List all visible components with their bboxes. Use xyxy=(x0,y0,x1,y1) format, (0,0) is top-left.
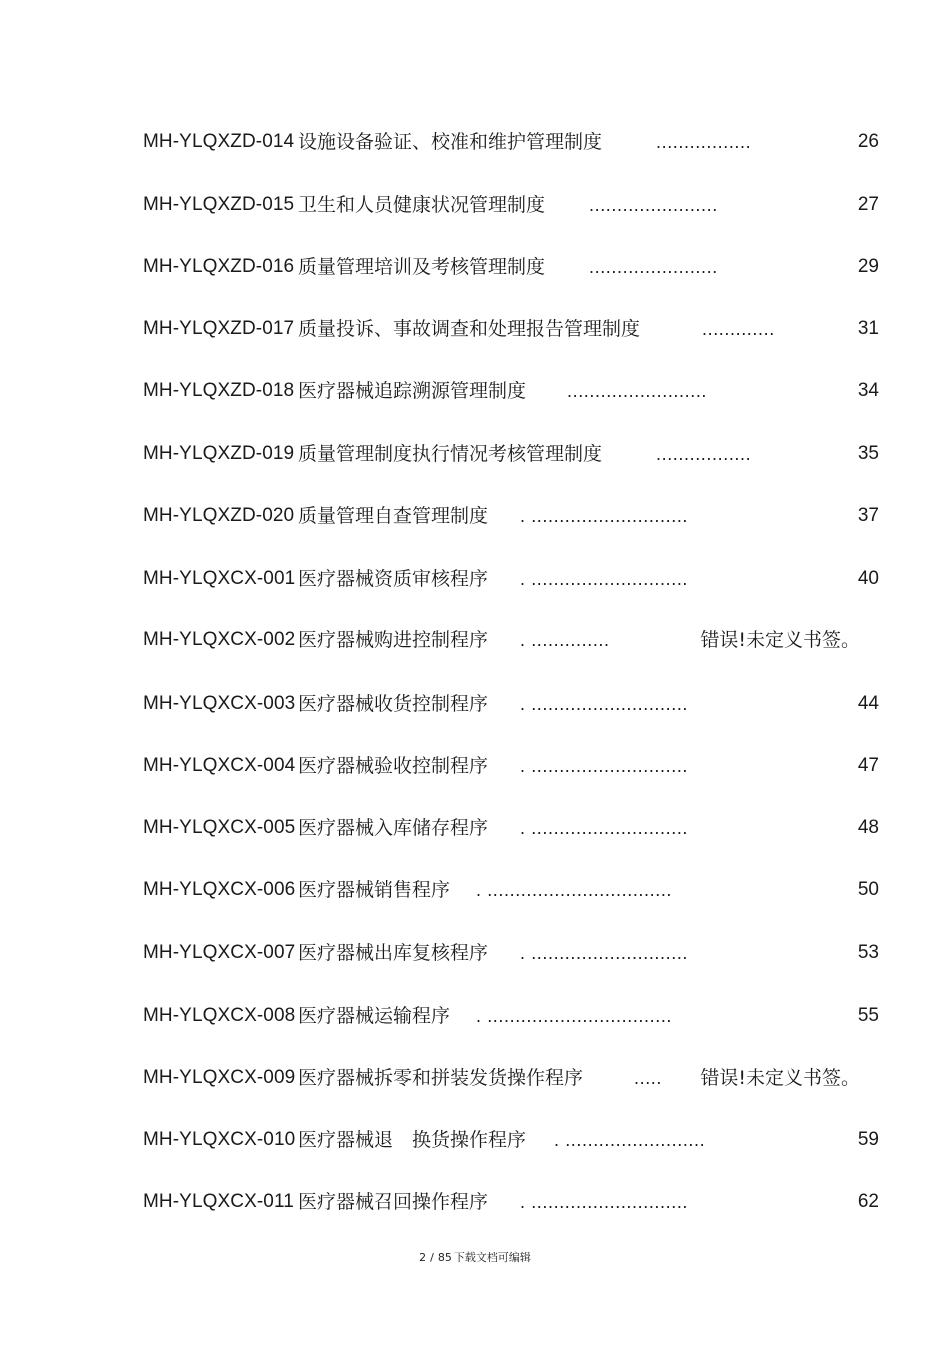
toc-entry-leader: . ............................ xyxy=(520,694,689,714)
toc-entry-page: 59 xyxy=(857,1129,879,1150)
toc-entry-code: MH-YLQXZD-018 xyxy=(143,380,295,401)
toc-entry-title: 医疗器械收货控制程序 xyxy=(298,693,489,715)
toc-entry[interactable] xyxy=(0,438,950,470)
toc-entry-title: 卫生和人员健康状况管理制度 xyxy=(298,194,546,216)
footer-page-total: 85 xyxy=(437,1251,452,1264)
toc-entry-title: 医疗器械入库储存程序 xyxy=(298,817,489,839)
toc-entry-page: 50 xyxy=(857,879,879,900)
toc-entry[interactable] xyxy=(0,688,950,720)
toc-entry-leader: . ............................ xyxy=(520,569,689,589)
toc-entry-leader: . ............................ xyxy=(520,756,689,776)
toc-entry-title: 医疗器械购进控制程序 xyxy=(298,629,489,651)
toc-entry[interactable] xyxy=(0,624,950,656)
toc-entry-page: 47 xyxy=(857,755,879,776)
toc-entry[interactable] xyxy=(0,812,950,844)
toc-entry[interactable] xyxy=(0,1000,950,1032)
toc-entry-page: 26 xyxy=(857,131,879,152)
toc-entry-page: 27 xyxy=(857,194,879,215)
toc-entry[interactable] xyxy=(0,1062,950,1094)
toc-entry-leader: . ............................ xyxy=(520,943,689,963)
toc-entry-code: MH-YLQXCX-008 xyxy=(143,1005,296,1026)
toc-entry-title: 质量投诉、事故调查和处理报告管理制度 xyxy=(298,318,641,340)
toc-entry-code: MH-YLQXZD-014 xyxy=(143,131,295,152)
footer-page-current: 2 xyxy=(419,1251,427,1264)
toc-entry-leader: . ............................ xyxy=(520,818,689,838)
toc-entry-page: 48 xyxy=(857,817,879,838)
toc-entry-leader: ....................... xyxy=(589,195,718,215)
toc-entry-page: 53 xyxy=(857,942,879,963)
page-footer xyxy=(0,1250,950,1266)
toc-entry-code: MH-YLQXCX-009 xyxy=(143,1067,296,1088)
toc-entry[interactable] xyxy=(0,1186,950,1218)
toc-entry-title: 医疗器械资质审核程序 xyxy=(298,568,489,590)
toc-entry-title: 质量管理培训及考核管理制度 xyxy=(298,256,546,278)
toc-entry-leader: ............. xyxy=(702,319,775,339)
toc-entry-title: 医疗器械出库复核程序 xyxy=(298,942,489,964)
toc-entry-page: 错误!未定义书签。 xyxy=(700,1067,860,1089)
toc-entry[interactable] xyxy=(0,874,950,906)
toc-entry-code: MH-YLQXZD-019 xyxy=(143,443,295,464)
toc-entry[interactable] xyxy=(0,313,950,345)
toc-entry-leader: . ................................. xyxy=(476,880,673,900)
toc-entry[interactable] xyxy=(0,563,950,595)
toc-entry-leader: ................. xyxy=(656,444,752,464)
toc-entry-page: 37 xyxy=(857,505,879,526)
toc-entry-title: 医疗器械退 换货操作程序 xyxy=(298,1129,527,1151)
toc-entry-page: 31 xyxy=(857,318,879,339)
toc-entry-leader: . ................................. xyxy=(476,1006,673,1026)
toc-entry-code: MH-YLQXCX-007 xyxy=(143,942,296,963)
toc-entry-code: MH-YLQXCX-002 xyxy=(143,629,296,650)
toc-entry-page: 34 xyxy=(857,380,879,401)
toc-entry[interactable] xyxy=(0,1124,950,1156)
toc-entry-title: 设施设备验证、校准和维护管理制度 xyxy=(298,131,603,153)
toc-entry-code: MH-YLQXZD-017 xyxy=(143,318,295,339)
toc-entry-code: MH-YLQXCX-006 xyxy=(143,879,296,900)
toc-entry-page: 40 xyxy=(857,568,879,589)
toc-entry-code: MH-YLQXCX-004 xyxy=(143,755,296,776)
toc-entry-page: 29 xyxy=(857,256,879,277)
toc-entry[interactable] xyxy=(0,126,950,158)
toc-entry-leader: ......................... xyxy=(567,381,708,401)
toc-entry-page: 62 xyxy=(857,1191,879,1212)
toc-entry-code: MH-YLQXCX-003 xyxy=(143,693,296,714)
toc-entry-leader: . .............. xyxy=(520,630,610,650)
toc-entry-page: 55 xyxy=(857,1005,879,1026)
toc-entry-title: 医疗器械追踪溯源管理制度 xyxy=(298,380,527,402)
toc-entry-leader: ....................... xyxy=(589,257,718,277)
toc-entry[interactable] xyxy=(0,189,950,221)
toc-entry-title: 质量管理制度执行情况考核管理制度 xyxy=(298,443,603,465)
toc-entry-code: MH-YLQXCX-001 xyxy=(143,568,296,589)
toc-entry-code: MH-YLQXCX-011 xyxy=(143,1191,294,1212)
toc-entry-leader: . ......................... xyxy=(554,1130,706,1150)
toc-entry-title: 医疗器械销售程序 xyxy=(298,879,451,901)
toc-entry-title: 质量管理自查管理制度 xyxy=(298,505,489,527)
toc-entry-page: 44 xyxy=(857,693,879,714)
toc-entry-leader: ..... xyxy=(634,1068,663,1088)
toc-entry-code: MH-YLQXCX-005 xyxy=(143,817,296,838)
toc-entry-leader: ................. xyxy=(656,132,752,152)
toc-entry[interactable] xyxy=(0,937,950,969)
toc-entry-leader: . ............................ xyxy=(520,1192,689,1212)
toc-entry-page: 错误!未定义书签。 xyxy=(700,629,860,651)
toc-entry[interactable] xyxy=(0,750,950,782)
toc-entry[interactable] xyxy=(0,375,950,407)
toc-entry-title: 医疗器械运输程序 xyxy=(298,1005,451,1027)
toc-entry-title: 医疗器械验收控制程序 xyxy=(298,755,489,777)
toc-entry-code: MH-YLQXZD-015 xyxy=(143,194,295,215)
toc-entry-code: MH-YLQXCX-010 xyxy=(143,1129,296,1150)
toc-entry-title: 医疗器械拆零和拼装发货操作程序 xyxy=(298,1067,584,1089)
toc-entry-title: 医疗器械召回操作程序 xyxy=(298,1191,489,1213)
toc-entry-leader: . ............................ xyxy=(520,506,689,526)
toc-entry[interactable] xyxy=(0,500,950,532)
footer-note: 下载文档可编辑 xyxy=(453,1251,531,1264)
footer-separator: / xyxy=(430,1251,434,1264)
toc-entry-code: MH-YLQXZD-016 xyxy=(143,256,295,277)
toc-entry-code: MH-YLQXZD-020 xyxy=(143,505,295,526)
toc-entry[interactable] xyxy=(0,251,950,283)
toc-entry-page: 35 xyxy=(857,443,879,464)
